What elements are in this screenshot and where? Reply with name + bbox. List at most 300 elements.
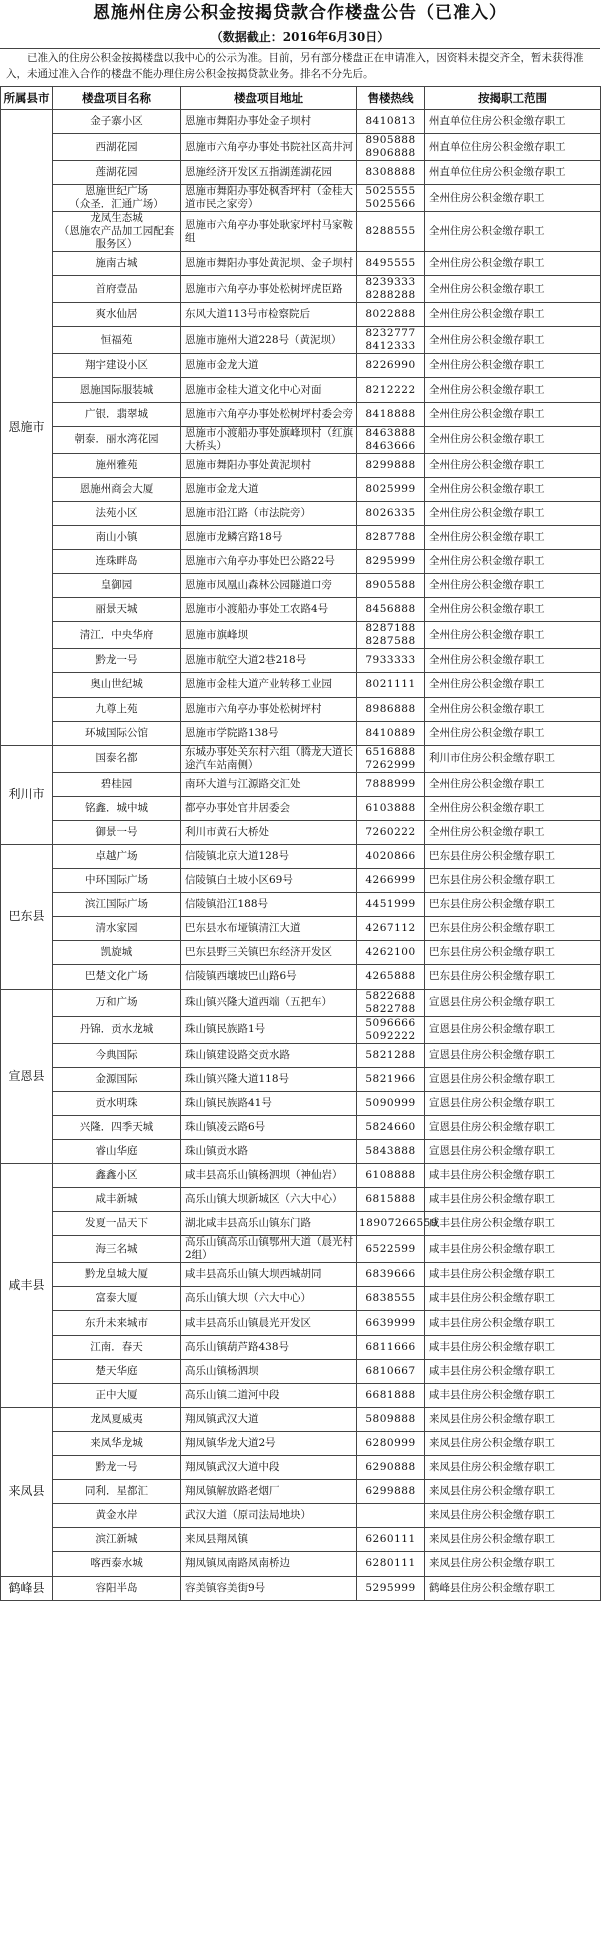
scope-cell: 全州住房公积金缴存职工	[425, 378, 601, 402]
property-table	[0, 86, 601, 1601]
hotline-cell: 8021111	[357, 673, 425, 697]
scope-cell: 州直单位住房公积金缴存职工	[425, 134, 601, 161]
scope-cell: 全州住房公积金缴存职工	[425, 697, 601, 721]
table-row	[1, 525, 601, 549]
project-name-cell: 首府壹品	[53, 276, 181, 303]
hotline-cell: 6522599	[357, 1236, 425, 1263]
header-hotline: 售楼热线	[357, 87, 425, 110]
county-cell: 宣恩县	[1, 989, 53, 1163]
hotline-cell: 4265888	[357, 965, 425, 989]
county-cell: 咸丰县	[1, 1164, 53, 1408]
scope-cell: 来凤县住房公积金缴存职工	[425, 1504, 601, 1528]
scope-cell: 宣恩县住房公积金缴存职工	[425, 1091, 601, 1115]
scope-cell: 鹤峰县住房公积金缴存职工	[425, 1576, 601, 1600]
hotline-cell: 4262100	[357, 941, 425, 965]
hotline-cell: 4020866	[357, 844, 425, 868]
table-row	[1, 1383, 601, 1407]
project-address-cell: 翔凤镇华龙大道2号	[181, 1431, 357, 1455]
project-name-cell: 楚天华庭	[53, 1359, 181, 1383]
project-name-cell: 海三名城	[53, 1236, 181, 1263]
project-name-cell: 连珠畔岛	[53, 550, 181, 574]
hotline-cell: 6838555	[357, 1287, 425, 1311]
hotline-cell: 7260222	[357, 820, 425, 844]
hotline-cell: 18907266559	[357, 1212, 425, 1236]
table-row	[1, 1016, 601, 1043]
table-row	[1, 917, 601, 941]
scope-cell: 巴东县住房公积金缴存职工	[425, 893, 601, 917]
table-row	[1, 965, 601, 989]
project-name-cell: 爽水仙居	[53, 303, 181, 327]
header-project-address: 楼盘项目地址	[181, 87, 357, 110]
table-row	[1, 1407, 601, 1431]
hotline-cell: 8287788	[357, 525, 425, 549]
hotline-cell: 8308888	[357, 161, 425, 185]
table-row	[1, 1359, 601, 1383]
table-row	[1, 844, 601, 868]
project-address-cell: 咸丰县高乐山镇晨光开发区	[181, 1311, 357, 1335]
scope-cell: 全州住房公积金缴存职工	[425, 303, 601, 327]
project-address-cell: 恩施市小渡船办事处旗峰坝村（红旗大桥头）	[181, 426, 357, 453]
scope-cell: 利川市住房公积金缴存职工	[425, 745, 601, 772]
project-name-cell: 今典国际	[53, 1043, 181, 1067]
table-row	[1, 501, 601, 525]
project-name-cell: 翔宇建设小区	[53, 354, 181, 378]
hotline-cell: 8295999	[357, 550, 425, 574]
scope-cell: 咸丰县住房公积金缴存职工	[425, 1263, 601, 1287]
project-address-cell: 恩施市航空大道2巷218号	[181, 649, 357, 673]
table-row	[1, 1576, 601, 1600]
scope-cell: 宣恩县住房公积金缴存职工	[425, 1067, 601, 1091]
hotline-cell: 7888999	[357, 772, 425, 796]
hotline-cell: 5025555 5025566	[357, 185, 425, 212]
project-name-cell: 施州雅苑	[53, 453, 181, 477]
project-name-cell: 皇御园	[53, 574, 181, 598]
hotline-cell: 6516888 7262999	[357, 745, 425, 772]
table-row	[1, 134, 601, 161]
project-address-cell: 珠山镇兴隆大道118号	[181, 1067, 357, 1091]
project-name-cell: 容阳半岛	[53, 1576, 181, 1600]
table-row	[1, 252, 601, 276]
project-address-cell: 恩施市舞阳办事处黄泥坝村	[181, 453, 357, 477]
project-name-cell: 发夏一品天下	[53, 1212, 181, 1236]
table-row	[1, 1504, 601, 1528]
scope-cell: 宣恩县住房公积金缴存职工	[425, 1139, 601, 1163]
hotline-cell: 8905888 8906888	[357, 134, 425, 161]
hotline-cell: 8299888	[357, 453, 425, 477]
project-address-cell: 恩施市六角亭办事处书院社区高井河	[181, 134, 357, 161]
scope-cell: 全州住房公积金缴存职工	[425, 721, 601, 745]
project-address-cell: 武汉大道（原司法局地块）	[181, 1504, 357, 1528]
project-address-cell: 来凤县翔凤镇	[181, 1528, 357, 1552]
project-name-cell: 丹锦．贡水龙城	[53, 1016, 181, 1043]
project-address-cell: 巴东县水布垭镇清江大道	[181, 917, 357, 941]
project-address-cell: 高乐山镇二道河中段	[181, 1383, 357, 1407]
project-name-cell: 施南古城	[53, 252, 181, 276]
scope-cell: 全州住房公积金缴存职工	[425, 796, 601, 820]
project-name-cell: 卓越广场	[53, 844, 181, 868]
hotline-cell: 8410889	[357, 721, 425, 745]
table-row	[1, 796, 601, 820]
project-address-cell: 恩施市金桂大道产业转移工业园	[181, 673, 357, 697]
table-row	[1, 327, 601, 354]
table-row	[1, 1139, 601, 1163]
project-name-cell: 东升未来城市	[53, 1311, 181, 1335]
project-name-cell: 国泰名都	[53, 745, 181, 772]
project-address-cell: 南环大道与江源路交汇处	[181, 772, 357, 796]
scope-cell: 咸丰县住房公积金缴存职工	[425, 1335, 601, 1359]
scope-cell: 宣恩县住房公积金缴存职工	[425, 1043, 601, 1067]
scope-cell: 咸丰县住房公积金缴存职工	[425, 1287, 601, 1311]
project-address-cell: 东风大道113号市检察院后	[181, 303, 357, 327]
project-address-cell: 信陵镇沿江188号	[181, 893, 357, 917]
scope-cell: 全州住房公积金缴存职工	[425, 598, 601, 622]
project-name-cell: 江南．春天	[53, 1335, 181, 1359]
scope-cell: 咸丰县住房公积金缴存职工	[425, 1236, 601, 1263]
table-row	[1, 1263, 601, 1287]
hotline-cell: 8288555	[357, 212, 425, 252]
table-row	[1, 1552, 601, 1576]
project-address-cell: 信陵镇白土坡小区69号	[181, 869, 357, 893]
project-name-cell: 龙凤生态城 （恩施农产品加工园配套服务区）	[53, 212, 181, 252]
project-name-cell: 朝泰．丽水湾花园	[53, 426, 181, 453]
table-row	[1, 745, 601, 772]
hotline-cell: 5821966	[357, 1067, 425, 1091]
project-name-cell: 兴隆．四季天城	[53, 1115, 181, 1139]
hotline-cell: 5809888	[357, 1407, 425, 1431]
scope-cell: 全州住房公积金缴存职工	[425, 477, 601, 501]
project-address-cell: 恩施市凤凰山森林公园隧道口旁	[181, 574, 357, 598]
project-address-cell: 翔凤镇解放路老烟厂	[181, 1480, 357, 1504]
hotline-cell: 8026335	[357, 501, 425, 525]
scope-cell: 来凤县住房公积金缴存职工	[425, 1407, 601, 1431]
scope-cell: 州直单位住房公积金缴存职工	[425, 161, 601, 185]
scope-cell: 全州住房公积金缴存职工	[425, 453, 601, 477]
project-name-cell: 凯旋城	[53, 941, 181, 965]
table-row	[1, 1067, 601, 1091]
hotline-cell: 8226990	[357, 354, 425, 378]
table-row	[1, 303, 601, 327]
hotline-cell: 8239333 8288288	[357, 276, 425, 303]
hotline-cell: 6815888	[357, 1188, 425, 1212]
table-row	[1, 697, 601, 721]
hotline-cell: 6290888	[357, 1456, 425, 1480]
hotline-cell: 5090999	[357, 1091, 425, 1115]
project-address-cell: 高乐山镇大坝新城区（六大中心）	[181, 1188, 357, 1212]
project-name-cell: 恩施世纪广场 （众圣．汇通广场）	[53, 185, 181, 212]
scope-cell: 宣恩县住房公积金缴存职工	[425, 989, 601, 1016]
scope-cell: 巴东县住房公积金缴存职工	[425, 844, 601, 868]
table-row	[1, 185, 601, 212]
table-row	[1, 1456, 601, 1480]
hotline-cell: 8905588	[357, 574, 425, 598]
hotline-cell: 8025999	[357, 477, 425, 501]
table-row	[1, 1188, 601, 1212]
project-name-cell: 广银．翡翠城	[53, 402, 181, 426]
hotline-cell: 5295999	[357, 1576, 425, 1600]
scope-cell: 来凤县住房公积金缴存职工	[425, 1552, 601, 1576]
hotline-cell: 8463888 8463666	[357, 426, 425, 453]
scope-cell: 宣恩县住房公积金缴存职工	[425, 1016, 601, 1043]
table-row	[1, 1091, 601, 1115]
hotline-cell: 8418888	[357, 402, 425, 426]
project-address-cell: 信陵镇北京大道128号	[181, 844, 357, 868]
project-address-cell: 珠山镇建设路交贡水路	[181, 1043, 357, 1067]
scope-cell: 宣恩县住房公积金缴存职工	[425, 1115, 601, 1139]
project-address-cell: 珠山镇民族路41号	[181, 1091, 357, 1115]
scope-cell: 来凤县住房公积金缴存职工	[425, 1456, 601, 1480]
header-county: 所属县市	[1, 87, 53, 110]
hotline-cell: 6810667	[357, 1359, 425, 1383]
project-address-cell: 恩施市沿江路（市法院旁）	[181, 501, 357, 525]
hotline-cell: 8456888	[357, 598, 425, 622]
project-address-cell: 恩施市六角亭办事处巴公路22号	[181, 550, 357, 574]
hotline-cell: 8986888	[357, 697, 425, 721]
scope-cell: 巴东县住房公积金缴存职工	[425, 965, 601, 989]
table-row	[1, 110, 601, 134]
hotline-cell	[357, 1504, 425, 1528]
table-row	[1, 820, 601, 844]
project-address-cell: 巴东县野三关镇巴东经济开发区	[181, 941, 357, 965]
scope-cell: 全州住房公积金缴存职工	[425, 276, 601, 303]
project-name-cell: 清江．中央华府	[53, 622, 181, 649]
project-address-cell: 恩施市舞阳办事处枫香坪村（金桂大道市民之家旁）	[181, 185, 357, 212]
project-address-cell: 都亭办事处官井居委会	[181, 796, 357, 820]
scope-cell: 全州住房公积金缴存职工	[425, 426, 601, 453]
table-row	[1, 276, 601, 303]
table-row	[1, 574, 601, 598]
county-cell: 利川市	[1, 745, 53, 844]
table-body	[1, 110, 601, 1601]
hotline-cell: 5824660	[357, 1115, 425, 1139]
table-row	[1, 673, 601, 697]
header-project-name: 楼盘项目名称	[53, 87, 181, 110]
project-address-cell: 恩施市旗峰坝	[181, 622, 357, 649]
project-address-cell: 信陵镇西壤坡巴山路6号	[181, 965, 357, 989]
project-address-cell: 珠山镇凌云路6号	[181, 1115, 357, 1139]
scope-cell: 全州住房公积金缴存职工	[425, 820, 601, 844]
scope-cell: 全州住房公积金缴存职工	[425, 622, 601, 649]
table-row	[1, 1043, 601, 1067]
hotline-cell: 5821288	[357, 1043, 425, 1067]
hotline-cell: 6280999	[357, 1431, 425, 1455]
table-row	[1, 1431, 601, 1455]
table-row	[1, 649, 601, 673]
scope-cell: 咸丰县住房公积金缴存职工	[425, 1311, 601, 1335]
data-date-subtitle: （数据截止：2016年6月30日）	[210, 30, 390, 44]
project-address-cell: 恩施市金桂大道文化中心对面	[181, 378, 357, 402]
table-header-row	[1, 87, 601, 110]
project-name-cell: 金子寨小区	[53, 110, 181, 134]
hotline-cell: 8287188 8287588	[357, 622, 425, 649]
table-row	[1, 1287, 601, 1311]
project-address-cell: 翔凤镇武汉大道	[181, 1407, 357, 1431]
hotline-cell: 6839666	[357, 1263, 425, 1287]
table-row	[1, 453, 601, 477]
project-address-cell: 高乐山镇高乐山镇鄂州大道（晨光村2组）	[181, 1236, 357, 1263]
table-row	[1, 1528, 601, 1552]
project-name-cell: 咸丰新城	[53, 1188, 181, 1212]
table-row	[1, 161, 601, 185]
project-name-cell: 喀西泰水城	[53, 1552, 181, 1576]
scope-cell: 全州住房公积金缴存职工	[425, 673, 601, 697]
project-name-cell: 正中大厦	[53, 1383, 181, 1407]
hotline-cell: 5843888	[357, 1139, 425, 1163]
project-name-cell: 同利．星都汇	[53, 1480, 181, 1504]
project-name-cell: 御景一号	[53, 820, 181, 844]
project-name-cell: 清水家园	[53, 917, 181, 941]
hotline-cell: 5822688 5822788	[357, 989, 425, 1016]
page-title: 恩施州住房公积金按揭贷款合作楼盘公告（已准入）	[93, 3, 507, 23]
scope-cell: 巴东县住房公积金缴存职工	[425, 941, 601, 965]
scope-cell: 咸丰县住房公积金缴存职工	[425, 1359, 601, 1383]
table-row	[1, 354, 601, 378]
scope-cell: 全州住房公积金缴存职工	[425, 327, 601, 354]
project-address-cell: 珠山镇民族路1号	[181, 1016, 357, 1043]
table-row	[1, 1335, 601, 1359]
project-address-cell: 恩施经济开发区五指湖莲湖花园	[181, 161, 357, 185]
project-name-cell: 黔龙皇城大厦	[53, 1263, 181, 1287]
county-cell: 巴东县	[1, 844, 53, 989]
table-row	[1, 378, 601, 402]
project-address-cell: 利川市黄石大桥处	[181, 820, 357, 844]
project-name-cell: 龙凤夏威夷	[53, 1407, 181, 1431]
table-row	[1, 1164, 601, 1188]
project-name-cell: 莲湖花园	[53, 161, 181, 185]
scope-cell: 全州住房公积金缴存职工	[425, 212, 601, 252]
project-name-cell: 滨江国际广场	[53, 893, 181, 917]
hotline-cell: 6299888	[357, 1480, 425, 1504]
project-name-cell: 法苑小区	[53, 501, 181, 525]
project-name-cell: 鑫鑫小区	[53, 1164, 181, 1188]
scope-cell: 州直单位住房公积金缴存职工	[425, 110, 601, 134]
scope-cell: 全州住房公积金缴存职工	[425, 772, 601, 796]
table-row	[1, 622, 601, 649]
project-name-cell: 铭鑫．城中城	[53, 796, 181, 820]
hotline-cell: 4266999	[357, 869, 425, 893]
hotline-cell: 7933333	[357, 649, 425, 673]
project-name-cell: 碧桂园	[53, 772, 181, 796]
project-name-cell: 来凤华龙城	[53, 1431, 181, 1455]
scope-cell: 咸丰县住房公积金缴存职工	[425, 1164, 601, 1188]
project-name-cell: 恩施州商会大厦	[53, 477, 181, 501]
scope-cell: 来凤县住房公积金缴存职工	[425, 1431, 601, 1455]
project-name-cell: 黔龙一号	[53, 649, 181, 673]
project-address-cell: 恩施市施州大道228号（黄泥坝）	[181, 327, 357, 354]
table-row	[1, 598, 601, 622]
scope-cell: 来凤县住房公积金缴存职工	[425, 1528, 601, 1552]
project-address-cell: 湖北咸丰县高乐山镇东门路	[181, 1212, 357, 1236]
project-address-cell: 东城办事处关东村六组（腾龙大道长途汽车站南侧）	[181, 745, 357, 772]
hotline-cell: 6108888	[357, 1164, 425, 1188]
table-row	[1, 869, 601, 893]
table-row	[1, 721, 601, 745]
scope-cell: 全州住房公积金缴存职工	[425, 354, 601, 378]
table-row	[1, 893, 601, 917]
hotline-cell: 8232777 8412333	[357, 327, 425, 354]
project-address-cell: 恩施市六角亭办事处松树坪村	[181, 697, 357, 721]
table-row	[1, 477, 601, 501]
hotline-cell: 5096666 5092222	[357, 1016, 425, 1043]
project-address-cell: 恩施市金龙大道	[181, 354, 357, 378]
scope-cell: 全州住房公积金缴存职工	[425, 252, 601, 276]
project-name-cell: 恒福苑	[53, 327, 181, 354]
project-address-cell: 高乐山镇杨泗坝	[181, 1359, 357, 1383]
project-address-cell: 咸丰县高乐山镇杨泗坝（神仙岩）	[181, 1164, 357, 1188]
scope-cell: 巴东县住房公积金缴存职工	[425, 917, 601, 941]
table-row	[1, 1236, 601, 1263]
project-address-cell: 恩施市舞阳办事处黄泥坝、金子坝村	[181, 252, 357, 276]
project-name-cell: 中环国际广场	[53, 869, 181, 893]
project-address-cell: 高乐山镇大坝（六大中心）	[181, 1287, 357, 1311]
project-name-cell: 奥山世纪城	[53, 673, 181, 697]
project-name-cell: 金源国际	[53, 1067, 181, 1091]
project-name-cell: 巴楚文化广场	[53, 965, 181, 989]
table-row	[1, 1480, 601, 1504]
scope-cell: 全州住房公积金缴存职工	[425, 574, 601, 598]
project-name-cell: 贡水明珠	[53, 1091, 181, 1115]
project-address-cell: 恩施市六角亭办事处松树坪虎臣路	[181, 276, 357, 303]
project-address-cell: 翔凤镇武汉大道中段	[181, 1456, 357, 1480]
table-row	[1, 941, 601, 965]
project-name-cell: 南山小镇	[53, 525, 181, 549]
scope-cell: 全州住房公积金缴存职工	[425, 550, 601, 574]
table-row	[1, 426, 601, 453]
project-name-cell: 丽景天城	[53, 598, 181, 622]
project-name-cell: 九尊上苑	[53, 697, 181, 721]
project-name-cell: 黔龙一号	[53, 1456, 181, 1480]
table-row	[1, 550, 601, 574]
scope-cell: 全州住房公积金缴存职工	[425, 501, 601, 525]
hotline-cell: 4451999	[357, 893, 425, 917]
hotline-cell: 6681888	[357, 1383, 425, 1407]
project-name-cell: 万和广场	[53, 989, 181, 1016]
scope-cell: 咸丰县住房公积金缴存职工	[425, 1212, 601, 1236]
project-name-cell: 滨江新城	[53, 1528, 181, 1552]
scope-cell: 全州住房公积金缴存职工	[425, 185, 601, 212]
hotline-cell: 6280111	[357, 1552, 425, 1576]
project-name-cell: 环城国际公馆	[53, 721, 181, 745]
project-address-cell: 恩施市舞阳办事处金子坝村	[181, 110, 357, 134]
header-scope: 按揭职工范围	[425, 87, 601, 110]
scope-cell: 来凤县住房公积金缴存职工	[425, 1480, 601, 1504]
project-name-cell: 恩施国际服装城	[53, 378, 181, 402]
scope-cell: 咸丰县住房公积金缴存职工	[425, 1188, 601, 1212]
table-row	[1, 1115, 601, 1139]
notice-paragraph: 已准入的住房公积金按揭楼盘以我中心的公示为准。目前，另有部分楼盘正在申请准入，因资料未提交齐全，暂未获得准入，未通过准入合作的楼盘不能办理住房公积金按揭贷款业务。排名不分先后。	[0, 48, 600, 86]
scope-cell: 全州住房公积金缴存职工	[425, 649, 601, 673]
county-cell: 来凤县	[1, 1407, 53, 1576]
project-address-cell: 高乐山镇葫芦路438号	[181, 1335, 357, 1359]
scope-cell: 巴东县住房公积金缴存职工	[425, 869, 601, 893]
project-name-cell: 富泰大厦	[53, 1287, 181, 1311]
project-address-cell: 恩施市小渡船办事处工农路4号	[181, 598, 357, 622]
table-row	[1, 989, 601, 1016]
project-address-cell: 珠山镇兴隆大道西端（五把车）	[181, 989, 357, 1016]
project-name-cell: 黄金水岸	[53, 1504, 181, 1528]
project-address-cell: 恩施市学院路138号	[181, 721, 357, 745]
table-row	[1, 772, 601, 796]
county-cell: 鹤峰县	[1, 1576, 53, 1600]
table-row	[1, 212, 601, 252]
project-address-cell: 恩施市六角亭办事处松树坪村委会旁	[181, 402, 357, 426]
hotline-cell: 6639999	[357, 1311, 425, 1335]
hotline-cell: 6103888	[357, 796, 425, 820]
hotline-cell: 8410813	[357, 110, 425, 134]
project-address-cell: 咸丰县高乐山镇大坝西城胡同	[181, 1263, 357, 1287]
table-row	[1, 1311, 601, 1335]
project-address-cell: 恩施市龙鳞宫路18号	[181, 525, 357, 549]
scope-cell: 咸丰县住房公积金缴存职工	[425, 1383, 601, 1407]
